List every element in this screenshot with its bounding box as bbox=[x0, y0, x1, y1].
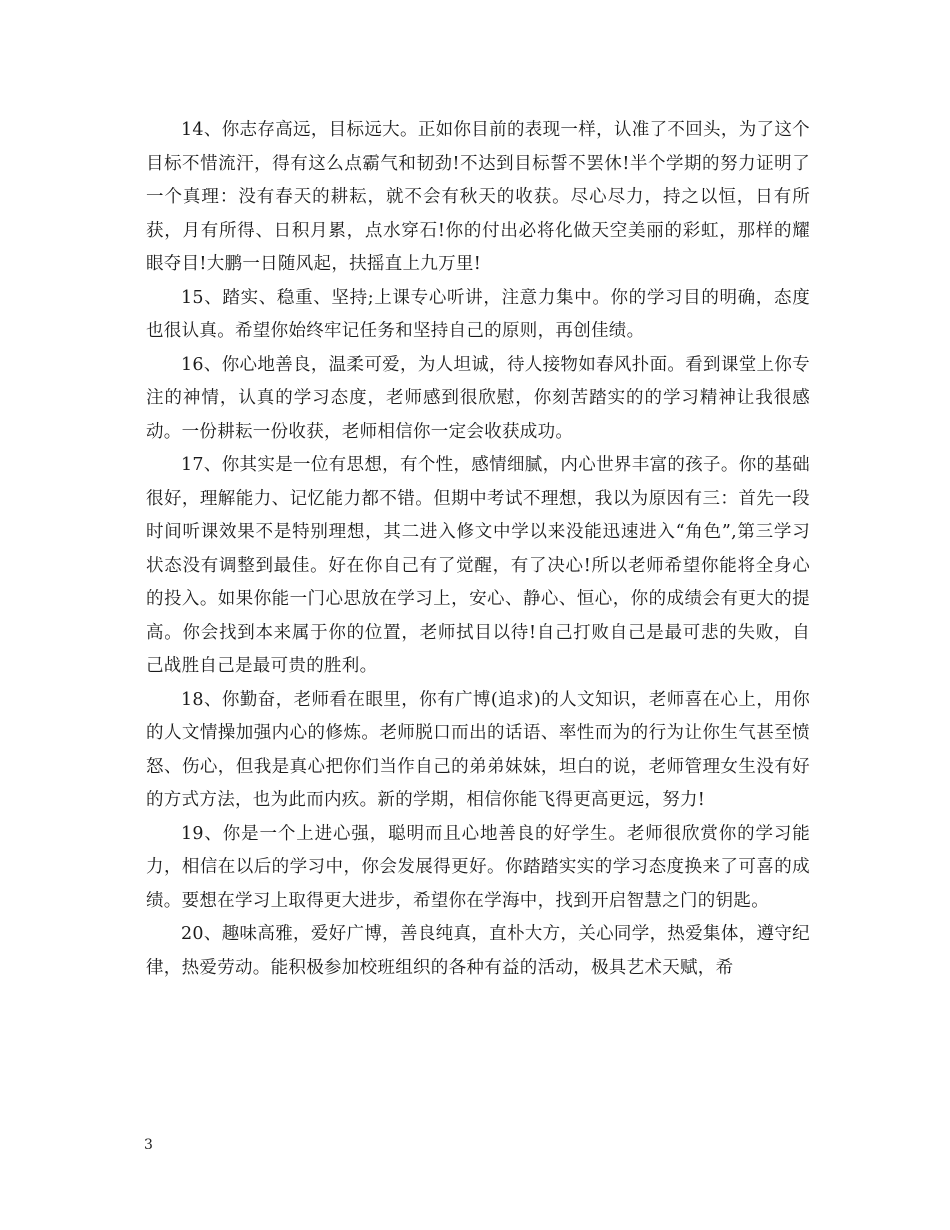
comment-paragraph-19: 19、你是一个上进心强，聪明而且心地善良的好学生。老师很欣赏你的学习能力，相信在以后的学习中，你会发展得更好。你踏踏实实的学习态度换来了可喜的成绩。要想在学习上取得更大进步，希望你在学海中，找到开启智慧之门的钥匙。 bbox=[146, 823, 810, 911]
comment-paragraph-17: 17、你其实是一位有思想，有个性，感情细腻，内心世界丰富的孩子。你的基础很好，理解能力、记忆能力都不错。但期中考试不理想，我以为原因有三：首先一段时间听课效果不是特别理想，其二进入修文中学以来没能迅速进入“角色”,第三学习状态没有调整到最佳。好在你自己有了觉醒，有了决心!所以老师希望你能将全身心的投入。如果你能一门心思放在学习上，安心、静心、恒心，你的成绩会有更大的提高。你会找到本来属于你的位置，老师拭目以待!自己打败自己是最可悲的失败，自己战胜自己是最可贵的胜利。 bbox=[146, 455, 810, 676]
comment-paragraph-14: 14、你志存高远，目标远大。正如你目前的表现一样，认准了不回头，为了这个目标不惜流汗，得有这么点霸气和韧劲!不达到目标誓不罢休!半个学期的努力证明了一个真理：没有春天的耕耘，就不会有秋天的收获。尽心尽力，持之以恒，日有所获，月有所得、日积月累，点水穿石!你的付出必将化做天空美丽的彩虹，那样的耀眼夺目!大鹏一日随风起，扶摇直上九万里! bbox=[146, 120, 810, 274]
page-content bbox=[146, 114, 810, 985]
comment-paragraph-18: 18、你勤奋，老师看在眼里，你有广博(追求)的人文知识，老师喜在心上，用你的人文情操加强内心的修炼。老师脱口而出的话语、率性而为的行为让你生气甚至愤怒、伤心，但我是真心把你们当作自己的弟弟妹妹，坦白的说，老师管理女生没有好的方式方法，也为此而内疚。新的学期，相信你能飞得更高更远，努力! bbox=[146, 689, 810, 810]
comment-paragraph-20: 20、趣味高雅，爱好广博，善良纯真，直朴大方，关心同学，热爱集体，遵守纪律，热爱劳动。能积极参加校班组织的各种有益的活动，极具艺术天赋，希 bbox=[146, 924, 810, 978]
comment-paragraph-16: 16、你心地善良，温柔可爱，为人坦诚，待人接物如春风扑面。看到课堂上你专注的神情，认真的学习态度，老师感到很欣慰，你刻苦踏实的的学习精神让我很感动。一份耕耘一份收获，老师相信你一定会收获成功。 bbox=[146, 354, 810, 442]
comment-paragraph-15: 15、踏实、稳重、坚持;上课专心听讲，注意力集中。你的学习目的明确，态度也很认真。希望你始终牢记任务和坚持自己的原则，再创佳绩。 bbox=[146, 287, 810, 341]
page-number: 3 bbox=[144, 1137, 153, 1153]
